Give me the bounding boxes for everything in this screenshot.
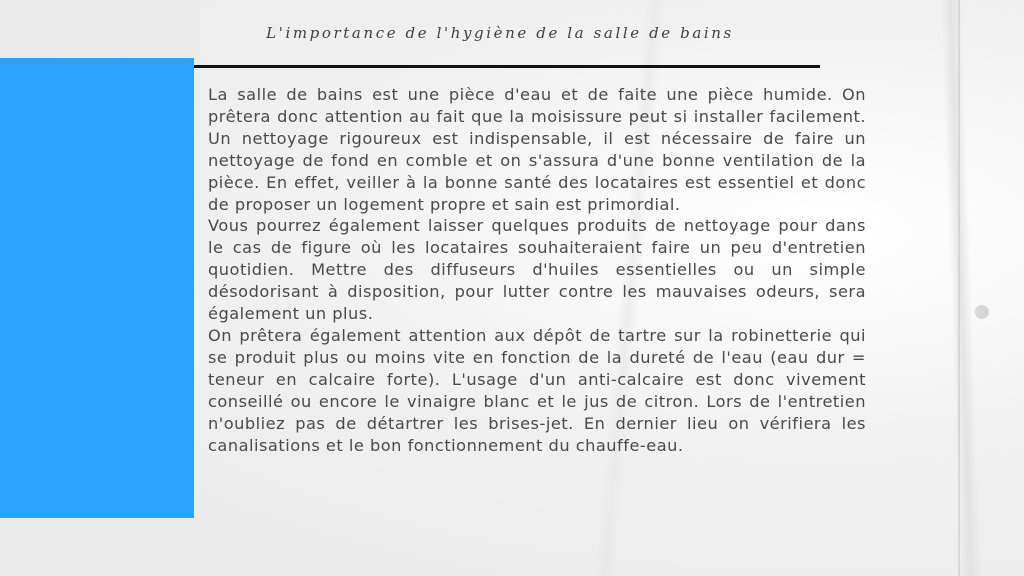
body-text (208, 84, 866, 456)
slide-title: L'importance de l'hygiène de la salle de bains (266, 24, 734, 42)
paragraph-2: Vous pourrez également laisser quelques produits de nettoyage pour dans le cas de figure où les locataires souhaiteraient faire un peu d'entretien quotidien. Mettre des diffuseurs d'huiles essentielles ou un simple désodorisant à disposition, pour lutter contre les mauvaises odeurs, sera également un plus. (208, 216, 866, 324)
title-underline (95, 65, 820, 68)
accent-panel (0, 58, 194, 518)
paragraph-1: La salle de bains est une pièce d'eau et de faite une pièce humide. On prêtera donc attention au fait que la moisissure peut si installer facilement. Un nettoyage rigoureux est indispensable, il est nécessaire de faire un nettoyage de fond en comble et on s'assura d'une bonne ventilation de la pièce. En effet, veiller à la bonne santé des locataires est essentiel et donc de proposer un logement propre et sain est primordial. (208, 85, 866, 214)
background-door-edge (958, 0, 960, 576)
paragraph-3: On prêtera également attention aux dépôt de tartre sur la robinetterie qui se produit plus ou moins vite en fonction de la dureté de l'eau (eau dur = teneur en calcaire forte). L'usage d'un anti-calcaire est donc vivement conseillé ou encore le vinaigre blanc et le jus de citron. Lors de l'entretien n'oubliez pas de détartrer les brises-jet. En dernier lieu on vérifiera les canalisations et le bon fonctionnement du chauffe-eau. (208, 325, 866, 455)
background-door-knob (975, 305, 989, 319)
